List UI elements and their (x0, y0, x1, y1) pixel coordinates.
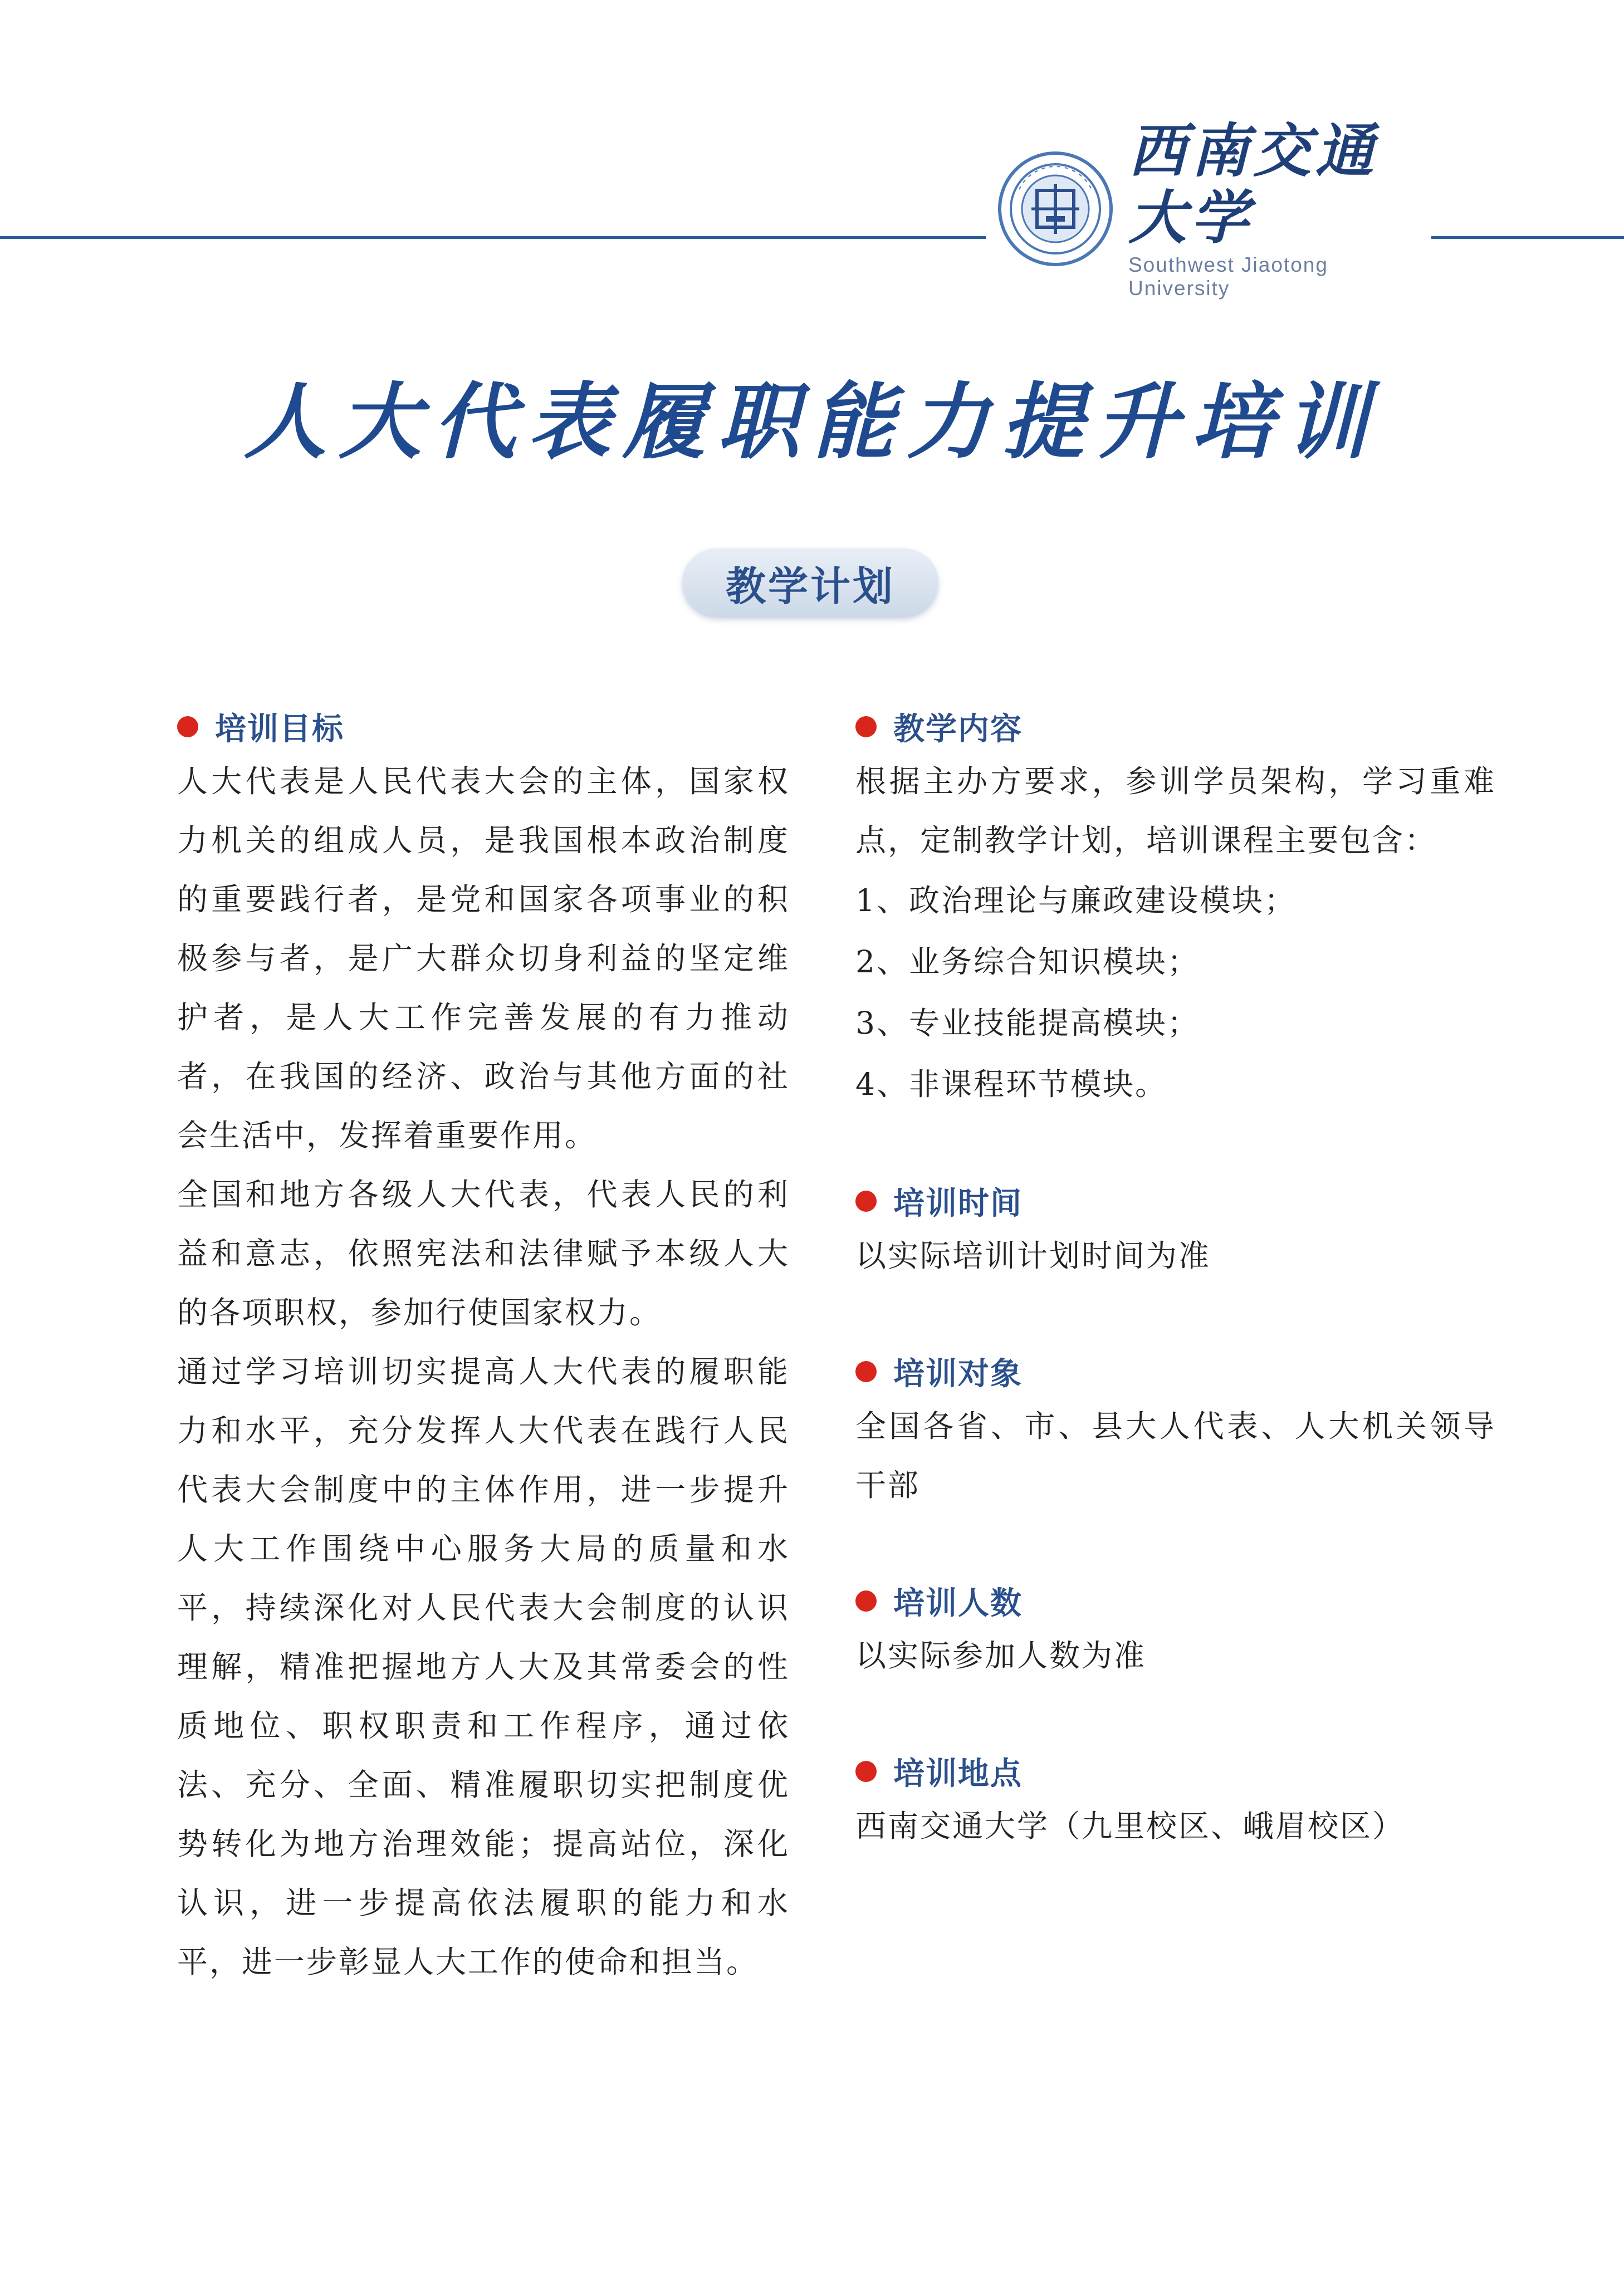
time-text: 以实际培训计划时间为准 (855, 1238, 1211, 1274)
list-item: 1、政治理论与廉政建设模块； (855, 883, 1297, 918)
university-seal-icon (997, 150, 1114, 267)
heading-text: 培训对象 (893, 1356, 1023, 1392)
location-text: 西南交通大学（九里校区、峨眉校区） (855, 1808, 1405, 1844)
bullet-dot-icon (855, 1590, 877, 1612)
bullet-dot-icon (855, 1761, 877, 1782)
bullet-dot-icon (855, 1191, 877, 1212)
heading-text: 培训地点 (893, 1756, 1023, 1792)
heading-text: 培训时间 (893, 1186, 1023, 1222)
section-heading-audience (855, 1347, 1496, 1397)
right-column (855, 702, 1496, 1856)
section-heading-goal (177, 702, 790, 752)
count-text: 以实际参加人数为准 (855, 1638, 1147, 1673)
list-item: 3、专业技能提高模块； (855, 1005, 1200, 1041)
bullet-dot-icon (855, 716, 877, 737)
content-intro: 根据主办方要求，参训学员架构，学习重难点，定制教学计划，培训课程主要包含： (855, 763, 1496, 858)
plan-label: 教学计划 (725, 563, 895, 610)
left-column (177, 702, 790, 1991)
list-item: 2、业务综合知识模块； (855, 944, 1200, 980)
heading-text: 培训人数 (893, 1585, 1023, 1622)
section-heading-location (855, 1746, 1496, 1797)
plan-badge (682, 549, 938, 618)
bullet-dot-icon (855, 1361, 877, 1382)
section-heading-count (855, 1576, 1496, 1626)
audience-text: 全国各省、市、县大人代表、人大机关领导干部 (855, 1408, 1496, 1503)
section-heading-content (855, 702, 1496, 752)
goal-paragraph-3: 通过学习培训切实提高人大代表的履职能力和水平，充分发挥人大代表在践行人民代表大会制度中的主体作用，进一步提升人大工作围绕中心服务大局的质量和水平，持续深化对人民代表大会制度的认识理解，精准把握地方人大及其常委会的性质地位、职权职责和工作程序，通过依法、充分、全面、精准履职切实把制度优势转化为地方治理效能；提高站位，深化认识，进一步提高依法履职的能力和水平，进一步彰显人大工作的使命和担当。 (177, 1354, 790, 1980)
bullet-dot-icon (177, 716, 198, 737)
university-name-cn: 西南交通大学 (1128, 116, 1378, 252)
section-heading-time (855, 1176, 1496, 1226)
goal-paragraph-2: 全国和地方各级人大代表，代表人民的利益和意志，依照宪法和法律赋予本级人大的各项职权，参加行使国家权力。 (177, 1177, 790, 1330)
university-name-en: Southwest Jiaotong University (1128, 253, 1328, 300)
list-item: 4、非课程环节模块。 (855, 1066, 1167, 1102)
heading-text: 培训目标 (215, 711, 344, 747)
goal-paragraph-1: 人大代表是人民代表大会的主体，国家权力机关的组成人员，是我国根本政治制度的重要践行者，是党和国家各项事业的积极参与者，是广大群众切身利益的坚定维护者，是人大工作完善发展的有力推动者，在我国的经济、政治与其他方面的社会生活中，发挥着重要作用。 (177, 763, 790, 1153)
university-logo (986, 116, 1431, 300)
page-title: 人大代表履职能力提升培训 (244, 373, 1380, 470)
heading-text: 教学内容 (893, 711, 1023, 747)
